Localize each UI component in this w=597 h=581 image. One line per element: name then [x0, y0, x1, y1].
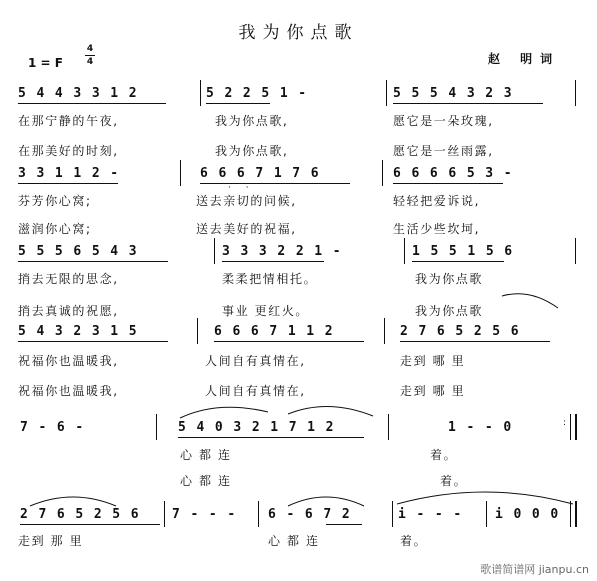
- notes-row2-m2: 6 6 6 7 1 7 6: [200, 166, 320, 181]
- lyric-row2-v1-m1: 芬芳你心窝;: [18, 194, 92, 208]
- lyric-row3-v1-m2: 柔柔把情相托。: [222, 272, 318, 286]
- slur-row6-right: [395, 486, 575, 506]
- lyric-row2-v1-m3: 轻轻把爱诉说,: [393, 194, 481, 208]
- lyric-row3-v2-m2: 事业 更红火。: [222, 304, 310, 318]
- notes-row4-m1: 5 4 3 2 3 1 5: [18, 324, 138, 339]
- lyric-row3-v2-m3: 我为你点歌: [415, 304, 484, 318]
- notes-row1-m2: 5 2 2 5 1 -: [206, 86, 308, 101]
- lyric-row3-v2-m1: 捎去真诚的祝愿,: [18, 304, 119, 318]
- notes-row6-m2: 7 - - -: [172, 507, 237, 522]
- slur-row3: [500, 292, 560, 312]
- lyric-row5-v2-m2: 心 都 连: [180, 474, 232, 488]
- notes-row3-m3: 1 5 5 1 5 6: [412, 244, 514, 259]
- lyric-row4-v1-m2: 人间自有真情在,: [205, 354, 306, 368]
- notes-row1-m1: 5 4 4 3 3 1 2: [18, 86, 138, 101]
- time-signature-bottom: 4: [86, 57, 94, 67]
- lyric-row5-v2-m3: 着。: [440, 474, 468, 488]
- lyric-row2-v1-m2: 送去亲切的问候,: [196, 194, 297, 208]
- lyric-row1-v1-m1: 在那宁静的午夜,: [18, 114, 119, 128]
- notes-row1-m3: 5 5 5 4 3 2 3: [393, 86, 513, 101]
- lyricist-credit: 赵 明词: [488, 52, 561, 66]
- notes-row6-m5: i 0 0 0: [495, 507, 560, 522]
- lyric-row3-v1-m3: 我为你点歌: [415, 272, 484, 286]
- lyric-row2-v2-m1: 滋润你心窝;: [18, 222, 92, 236]
- lyric-row4-v1-m3: 走到 哪 里: [400, 354, 466, 368]
- notes-row3-m1: 5 5 5 6 5 4 3: [18, 244, 138, 259]
- key-signature: 1 = F: [28, 56, 63, 70]
- lyric-row5-v1-m3: 着。: [430, 448, 458, 462]
- lyric-row2-v2-m2: 送去美好的祝福,: [196, 222, 297, 236]
- lyric-row1-v2-m2: 我为你点歌,: [215, 144, 289, 158]
- notes-row3-m2: 3 3 3 2 2 1 -: [222, 244, 342, 259]
- notes-row5-m3: 1 - - 0: [448, 420, 513, 435]
- lyric-row6-m3: 心 都 连: [268, 534, 320, 548]
- lyric-row4-v2-m3: 走到 哪 里: [400, 384, 466, 398]
- lyric-row1-v2-m3: 愿它是一丝雨露,: [393, 144, 494, 158]
- slur-row6-mid: [286, 492, 366, 508]
- lyric-row1-v2-m1: 在那美好的时刻,: [18, 144, 119, 158]
- notes-row6-m1: 2 7 6 5 2 5 6: [20, 507, 140, 522]
- notes-row4-m2: 6 6 6 7 1 1 2: [214, 324, 334, 339]
- slur-row5: [178, 402, 378, 420]
- watermark: 歌谱简谱网 jianpu.cn: [480, 563, 589, 576]
- notes-row6-m3: 6 - 6 7 2: [268, 507, 352, 522]
- lyric-row5-v1-m2: 心 都 连: [180, 448, 232, 462]
- time-signature: [84, 44, 96, 67]
- lyric-row3-v1-m1: 捎去无限的思念,: [18, 272, 119, 286]
- lyric-row4-v2-m2: 人间自有真情在,: [205, 384, 306, 398]
- lyric-row6-m4: 着。: [400, 534, 428, 548]
- slur-row6-left: [28, 492, 118, 508]
- lyric-row4-v2-m1: 祝福你也温暖我,: [18, 384, 119, 398]
- notes-row2-m3: 6 6 6 6 5 3 -: [393, 166, 513, 181]
- song-title: 我为你点歌: [238, 23, 359, 43]
- lyric-row6-m1: 走到 那 里: [18, 534, 84, 548]
- lyric-row2-v2-m3: 生活少些坎坷,: [393, 222, 481, 236]
- lyric-row4-v1-m1: 祝福你也温暖我,: [18, 354, 119, 368]
- notes-row6-m4: i - - -: [398, 507, 463, 522]
- notes-row5-m1: 7 - 6 -: [20, 420, 85, 435]
- lyric-row1-v1-m2: 我为你点歌,: [215, 114, 289, 128]
- lyric-row1-v1-m3: 愿它是一朵玫瑰,: [393, 114, 494, 128]
- notes-row2-m1: 3 3 1 1 2 -: [18, 166, 120, 181]
- notes-row5-m2: 5 4 0 3 2 1 7 1 2: [178, 420, 335, 435]
- notes-row4-m3: 2 7 6 5 2 5 6: [400, 324, 520, 339]
- time-signature-top: 4: [86, 44, 94, 54]
